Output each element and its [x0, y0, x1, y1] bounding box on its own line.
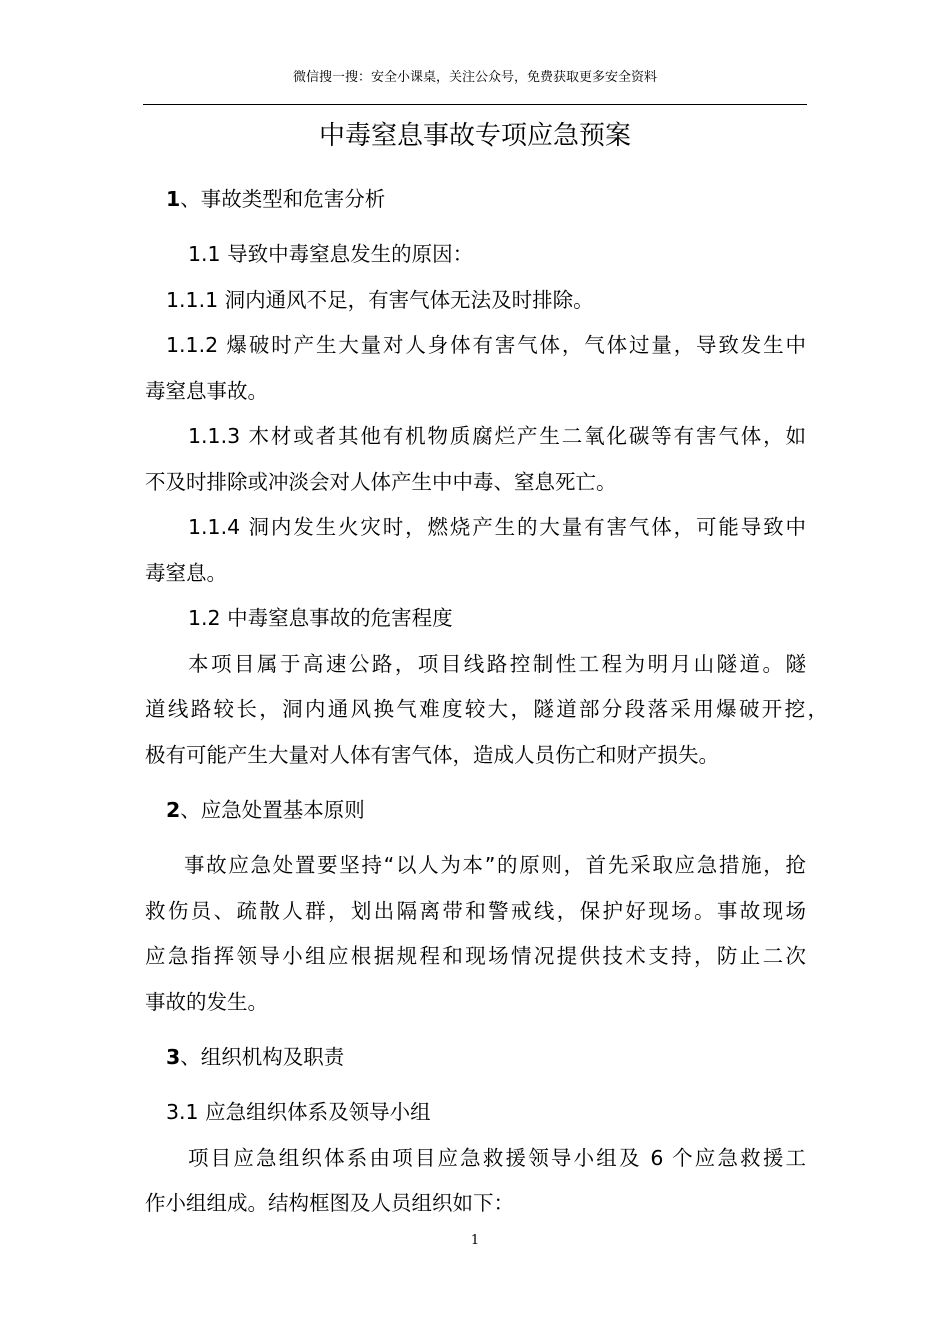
item-1-1-3-line-2: 不及时排除或冲淡会对人体产生中中毒、窒息死亡。: [145, 470, 617, 494]
subsection-1-1-heading: 1.1 导致中毒窒息发生的原因：: [188, 242, 474, 266]
subsection-3-1-heading: 3.1 应急组织体系及领导小组: [166, 1100, 431, 1124]
section-1-heading: [166, 184, 834, 214]
paragraph-2-line-4: 事故的发生。: [145, 990, 268, 1014]
paragraph-1-2-line-1: 本项目属于高速公路，项目线路控制性工程为明月山隧道。隧: [188, 652, 806, 676]
item-1-1-1: 1.1.1 洞内通风不足，有害气体无法及时排除。: [166, 288, 594, 312]
paragraph-3-1-line-2: 作小组组成。结构框图及人员组织如下：: [145, 1191, 514, 1215]
item-1-1-2-line-2: 毒窒息事故。: [145, 379, 268, 403]
section-1-title: 、事故类型和危害分析: [180, 187, 386, 211]
paragraph-2-line-3: 应急指挥领导小组应根据规程和现场情况提供技术支持，防止二次: [145, 944, 806, 968]
section-3-heading: [166, 1042, 834, 1072]
section-2-number: 2: [166, 798, 181, 822]
page-number: 1: [470, 1233, 480, 1248]
item-1-1-2-line-1: 1.1.2 爆破时产生大量对人身体有害气体，气体过量，导致发生中: [166, 333, 806, 357]
document-title: 中毒窒息事故专项应急预案: [318, 121, 631, 151]
paragraph-2-line-2: 救伤员、疏散人群，划出隔离带和警戒线，保护好现场。事故现场: [145, 899, 806, 923]
header-note: 微信搜一搜：安全小课桌，关注公众号，免费获取更多安全资料: [292, 70, 657, 85]
paragraph-1-2-line-3: 极有可能产生大量对人体有害气体，造成人员伤亡和财产损失。: [145, 743, 719, 767]
paragraph-2-line-1: 事故应急处置要坚持“以人为本”的原则，首先采取应急措施，抢: [184, 853, 806, 877]
section-3-title: 、组织机构及职责: [180, 1045, 345, 1069]
paragraph-3-1-line-1: 项目应急组织体系由项目应急救援领导小组及 6 个应急救援工: [188, 1146, 806, 1170]
subsection-1-2-heading: 1.2 中毒窒息事故的危害程度: [188, 606, 453, 630]
header-divider: [143, 104, 807, 105]
section-3-number: 3: [166, 1045, 181, 1069]
item-1-1-4-line-2: 毒窒息。: [145, 561, 227, 585]
item-1-1-3-line-1: 1.1.3 木材或者其他有机物质腐烂产生二氧化碳等有害气体，如: [188, 424, 806, 448]
paragraph-1-2-line-2: 道线路较长，洞内通风换气难度较大，隧道部分段落采用爆破开挖，: [145, 697, 828, 721]
section-2-heading: [166, 795, 834, 825]
section-1-number: 1: [166, 187, 181, 211]
section-2-title: 、应急处置基本原则: [180, 798, 365, 822]
item-1-1-4-line-1: 1.1.4 洞内发生火灾时，燃烧产生的大量有害气体，可能导致中: [188, 515, 806, 539]
